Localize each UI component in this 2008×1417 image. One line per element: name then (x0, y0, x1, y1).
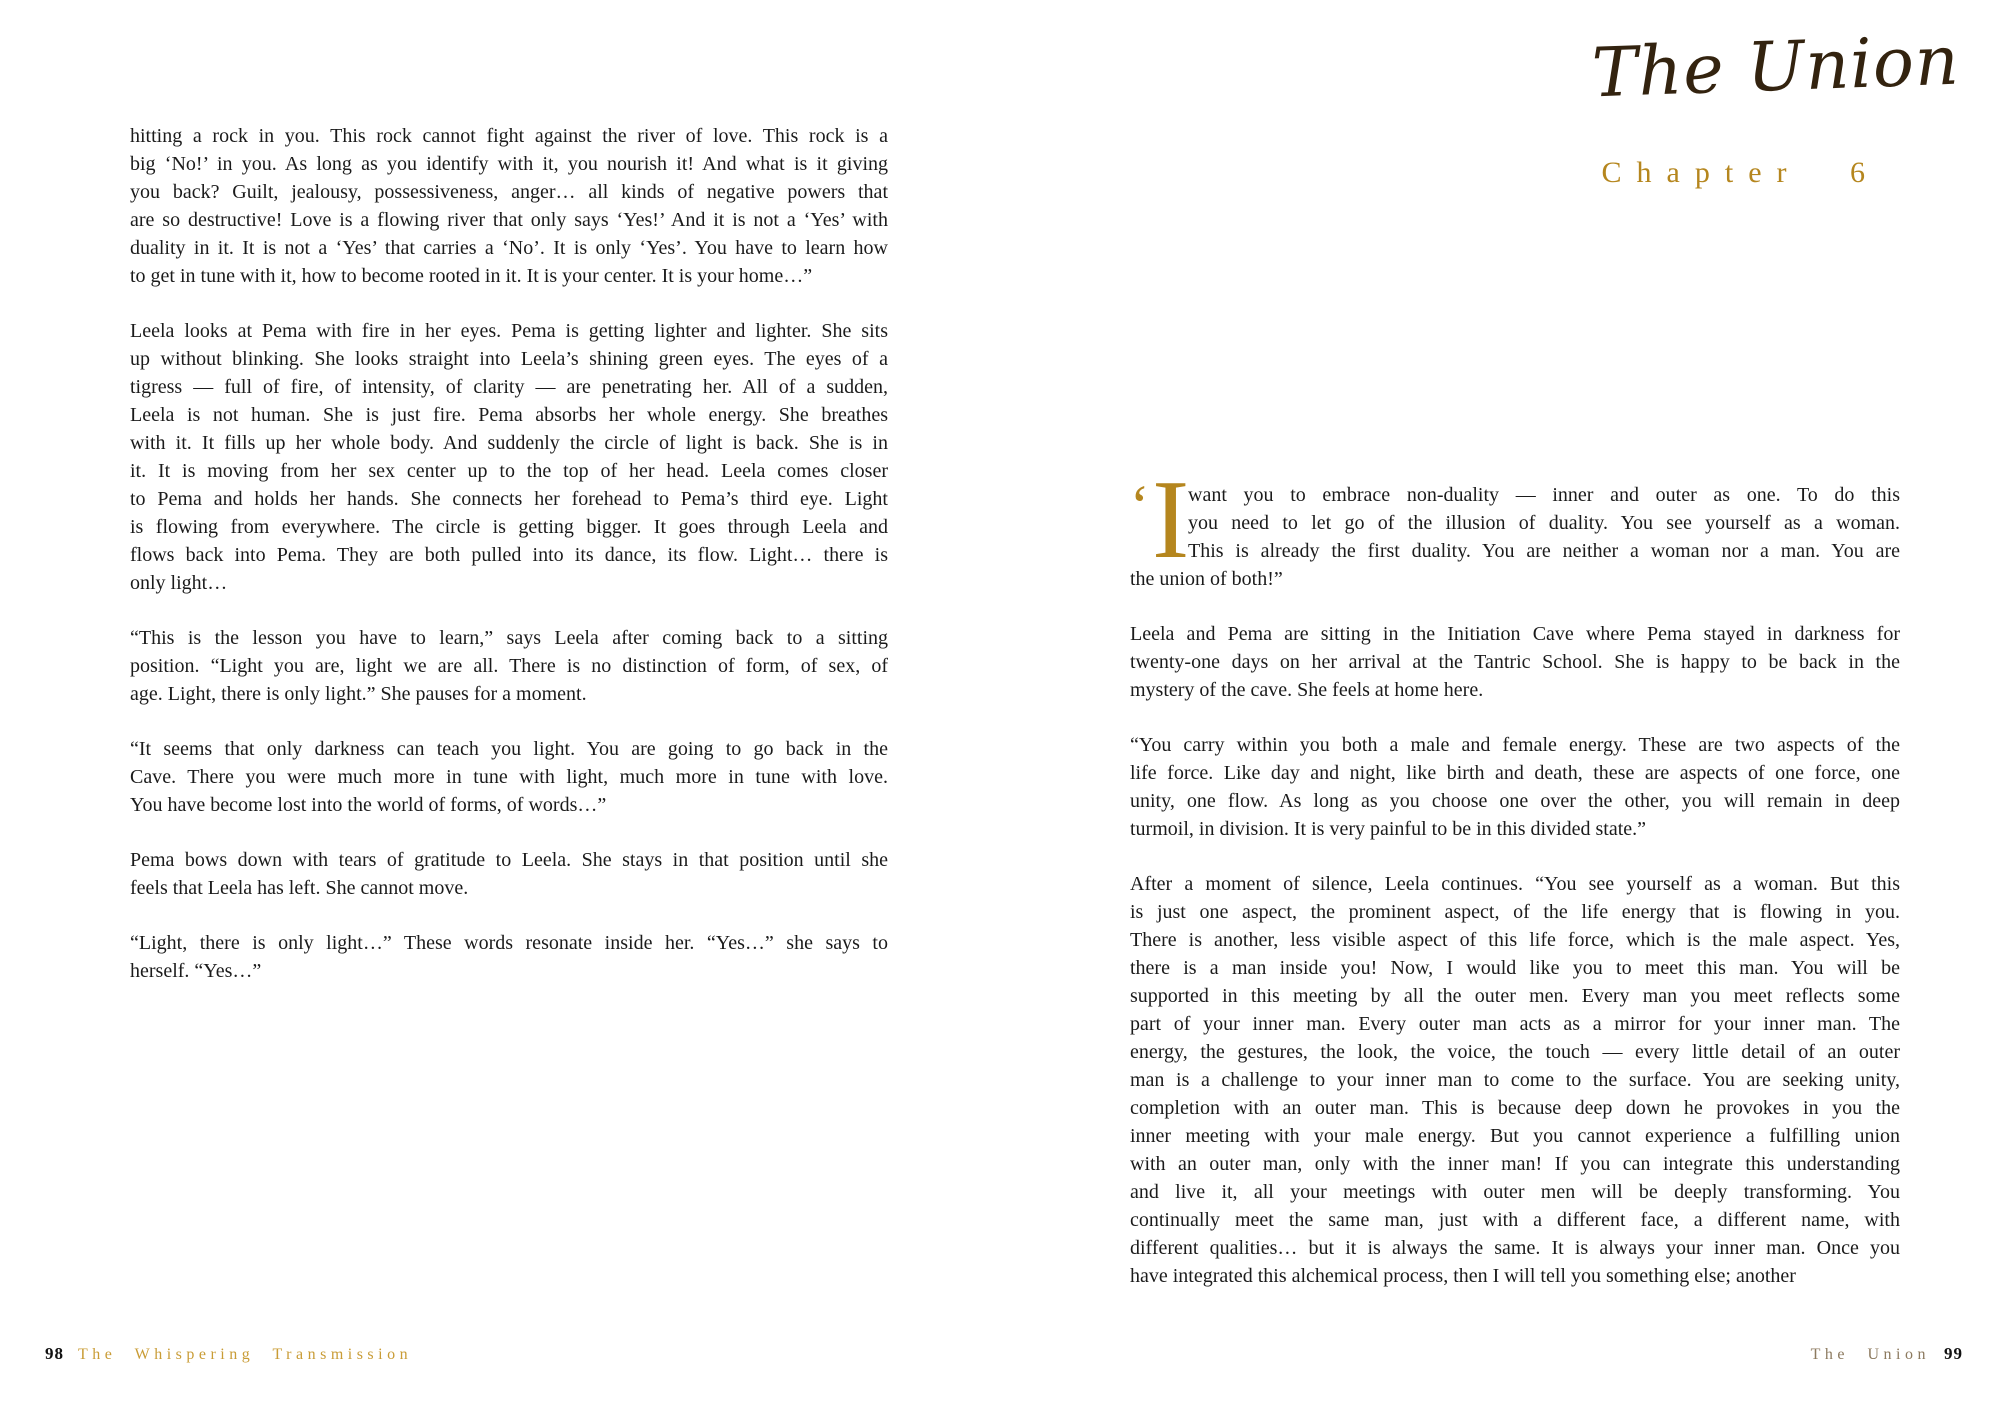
text-line: tigress — full of fire, of intensity, of clarity — are penetrating her. All of a sudden, (130, 376, 888, 398)
text-line: duality in it. It is not a ‘Yes’ that carries a ‘No’. It is only ‘Yes’. You have to learn how (130, 237, 888, 259)
paragraph (1130, 731, 1900, 843)
paragraph (130, 122, 888, 290)
text-line: continually meet the same man, just with a different face, a different name, with (1130, 1209, 1900, 1231)
drop-cap (1130, 458, 1190, 582)
text-line: mystery of the cave. She feels at home here. (1130, 679, 1484, 701)
right-page-text-column (1130, 458, 1900, 1290)
text-line: and live it, all your meetings with outer men will be deeply transforming. You (1130, 1181, 1900, 1203)
text-line: position. “Light you are, light we are all. There is no distinction of form, of sex, of (130, 655, 888, 677)
text-line: There is another, less visible aspect of this life force, which is the male aspect. Yes, (1130, 929, 1900, 951)
text-line: feels that Leela has left. She cannot move. (130, 877, 469, 899)
text-line: big ‘No!’ in you. As long as you identify with it, you nourish it! And what is it giving (130, 153, 888, 175)
text-line: with an outer man, only with the inner man! If you can integrate this understanding (1130, 1153, 1900, 1175)
text-line: part of your inner man. Every outer man acts as a mirror for your inner man. The (1130, 1013, 1900, 1035)
paragraph (130, 929, 888, 985)
text-line: only light… (130, 572, 228, 594)
text-line: Leela looks at Pema with fire in her eyes. Pema is getting lighter and lighter. She sits (130, 320, 888, 342)
text-line: unity, one flow. As long as you choose one over the other, you will remain in deep (1130, 790, 1900, 812)
paragraph (130, 846, 888, 902)
text-line: twenty-one days on her arrival at the Tantric School. She is happy to be back in the (1130, 651, 1900, 673)
text-line: life force. Like day and night, like birth and death, these are aspects of one force, one (1130, 762, 1900, 784)
text-line: is flowing from everywhere. The circle is getting bigger. It goes through Leela and (130, 516, 888, 538)
text-line: you back? Guilt, jealousy, possessiveness, anger… all kinds of negative powers that (130, 181, 888, 203)
text-line: with it. It fills up her whole body. And suddenly the circle of light is back. She is in (130, 432, 888, 454)
text-line: “This is the lesson you have to learn,” says Leela after coming back to a sitting (130, 627, 888, 649)
text-line: turmoil, in division. It is very painful to be in this divided state.” (1130, 818, 1647, 840)
paragraph-lines (1130, 481, 1900, 593)
text-line: to get in tune with it, how to become rooted in it. It is your center. It is your home…” (130, 265, 813, 287)
left-footer-title: The Whispering Transmission (78, 1346, 413, 1363)
drop-cap-paragraph (1130, 458, 1900, 593)
right-page-number: 99 (1944, 1344, 1963, 1363)
text-line: Leela is not human. She is just fire. Pema absorbs her whole energy. She breathes (130, 404, 888, 426)
text-line: up without blinking. She looks straight into Leela’s shining green eyes. The eyes of a (130, 348, 888, 370)
text-line: different qualities… but it is always the same. It is always your inner man. Once you (1130, 1237, 1900, 1259)
paragraph (130, 317, 888, 597)
text-line: You have become lost into the world of forms, of words…” (130, 794, 607, 816)
text-line: completion with an outer man. This is because deep down he provokes in you the (1130, 1097, 1900, 1119)
text-line: there is a man inside you! Now, I would like you to meet this man. You will be (1130, 957, 1900, 979)
text-line: you need to let go of the illusion of duality. You see yourself as a woman. (1188, 512, 1900, 534)
text-line: “Light, there is only light…” These words resonate inside her. “Yes…” she says to (130, 932, 888, 954)
text-line: age. Light, there is only light.” She pauses for a moment. (130, 683, 587, 705)
text-line: are so destructive! Love is a flowing river that only says ‘Yes!’ And it is not a ‘Yes’ with (130, 209, 888, 231)
text-line: “It seems that only darkness can teach you light. You are going to go back in the (130, 738, 888, 760)
text-line: is just one aspect, the prominent aspect, of the life energy that is flowing in you. (1130, 901, 1900, 923)
paragraph (130, 624, 888, 708)
right-footer-title: The Union (1810, 1346, 1930, 1363)
paragraph (1130, 870, 1900, 1290)
left-page-number: 98 (45, 1344, 64, 1363)
paragraph (130, 735, 888, 819)
text-line: inner meeting with your male energy. But you cannot experience a fulfilling union (1130, 1125, 1900, 1147)
text-line: have integrated this alchemical process, then I will tell you something else; another (1130, 1265, 1796, 1287)
right-page-footer (1811, 1344, 1963, 1365)
text-line: flows back into Pema. They are both pulled into its dance, its flow. Light… there is (130, 544, 888, 566)
text-line: herself. “Yes…” (130, 960, 262, 982)
text-line: Cave. There you were much more in tune with light, much more in tune with love. (130, 766, 888, 788)
paragraph (1130, 620, 1900, 704)
text-line: want you to embrace non-duality — inner and outer as one. To do this (1188, 484, 1900, 506)
text-line: to Pema and holds her hands. She connects her forehead to Pema’s third eye. Light (130, 488, 888, 510)
text-line: hitting a rock in you. This rock cannot fight against the river of love. This rock is a (130, 125, 888, 147)
text-line: it. It is moving from her sex center up to the top of her head. Leela comes closer (130, 460, 888, 482)
text-line: energy, the gestures, the look, the voice, the touch — every little detail of an outer (1130, 1041, 1900, 1063)
text-line: Leela and Pema are sitting in the Initiation Cave where Pema stayed in darkness for (1130, 623, 1900, 645)
left-page-text-column (130, 122, 888, 985)
text-line: the union of both!” (1130, 568, 1283, 590)
left-page-footer (45, 1344, 412, 1365)
chapter-number-label: Chapter 6 (1601, 156, 1880, 189)
text-line: Pema bows down with tears of gratitude to Leela. She stays in that position until she (130, 849, 888, 871)
text-line: supported in this meeting by all the outer men. Every man you meet reflects some (1130, 985, 1900, 1007)
text-line: This is already the first duality. You are neither a woman nor a man. You are (1188, 540, 1900, 562)
drop-cap-quote-mark: ‘ (1130, 473, 1150, 538)
chapter-script-title: The Union (1591, 21, 1962, 114)
text-line: After a moment of silence, Leela continues. “You see yourself as a woman. But this (1130, 873, 1900, 895)
text-line: “You carry within you both a male and female energy. These are two aspects of the (1130, 734, 1900, 756)
text-line: man is a challenge to your inner man to come to the surface. You are seeking unity, (1130, 1069, 1900, 1091)
drop-cap-letter: I (1152, 458, 1190, 582)
